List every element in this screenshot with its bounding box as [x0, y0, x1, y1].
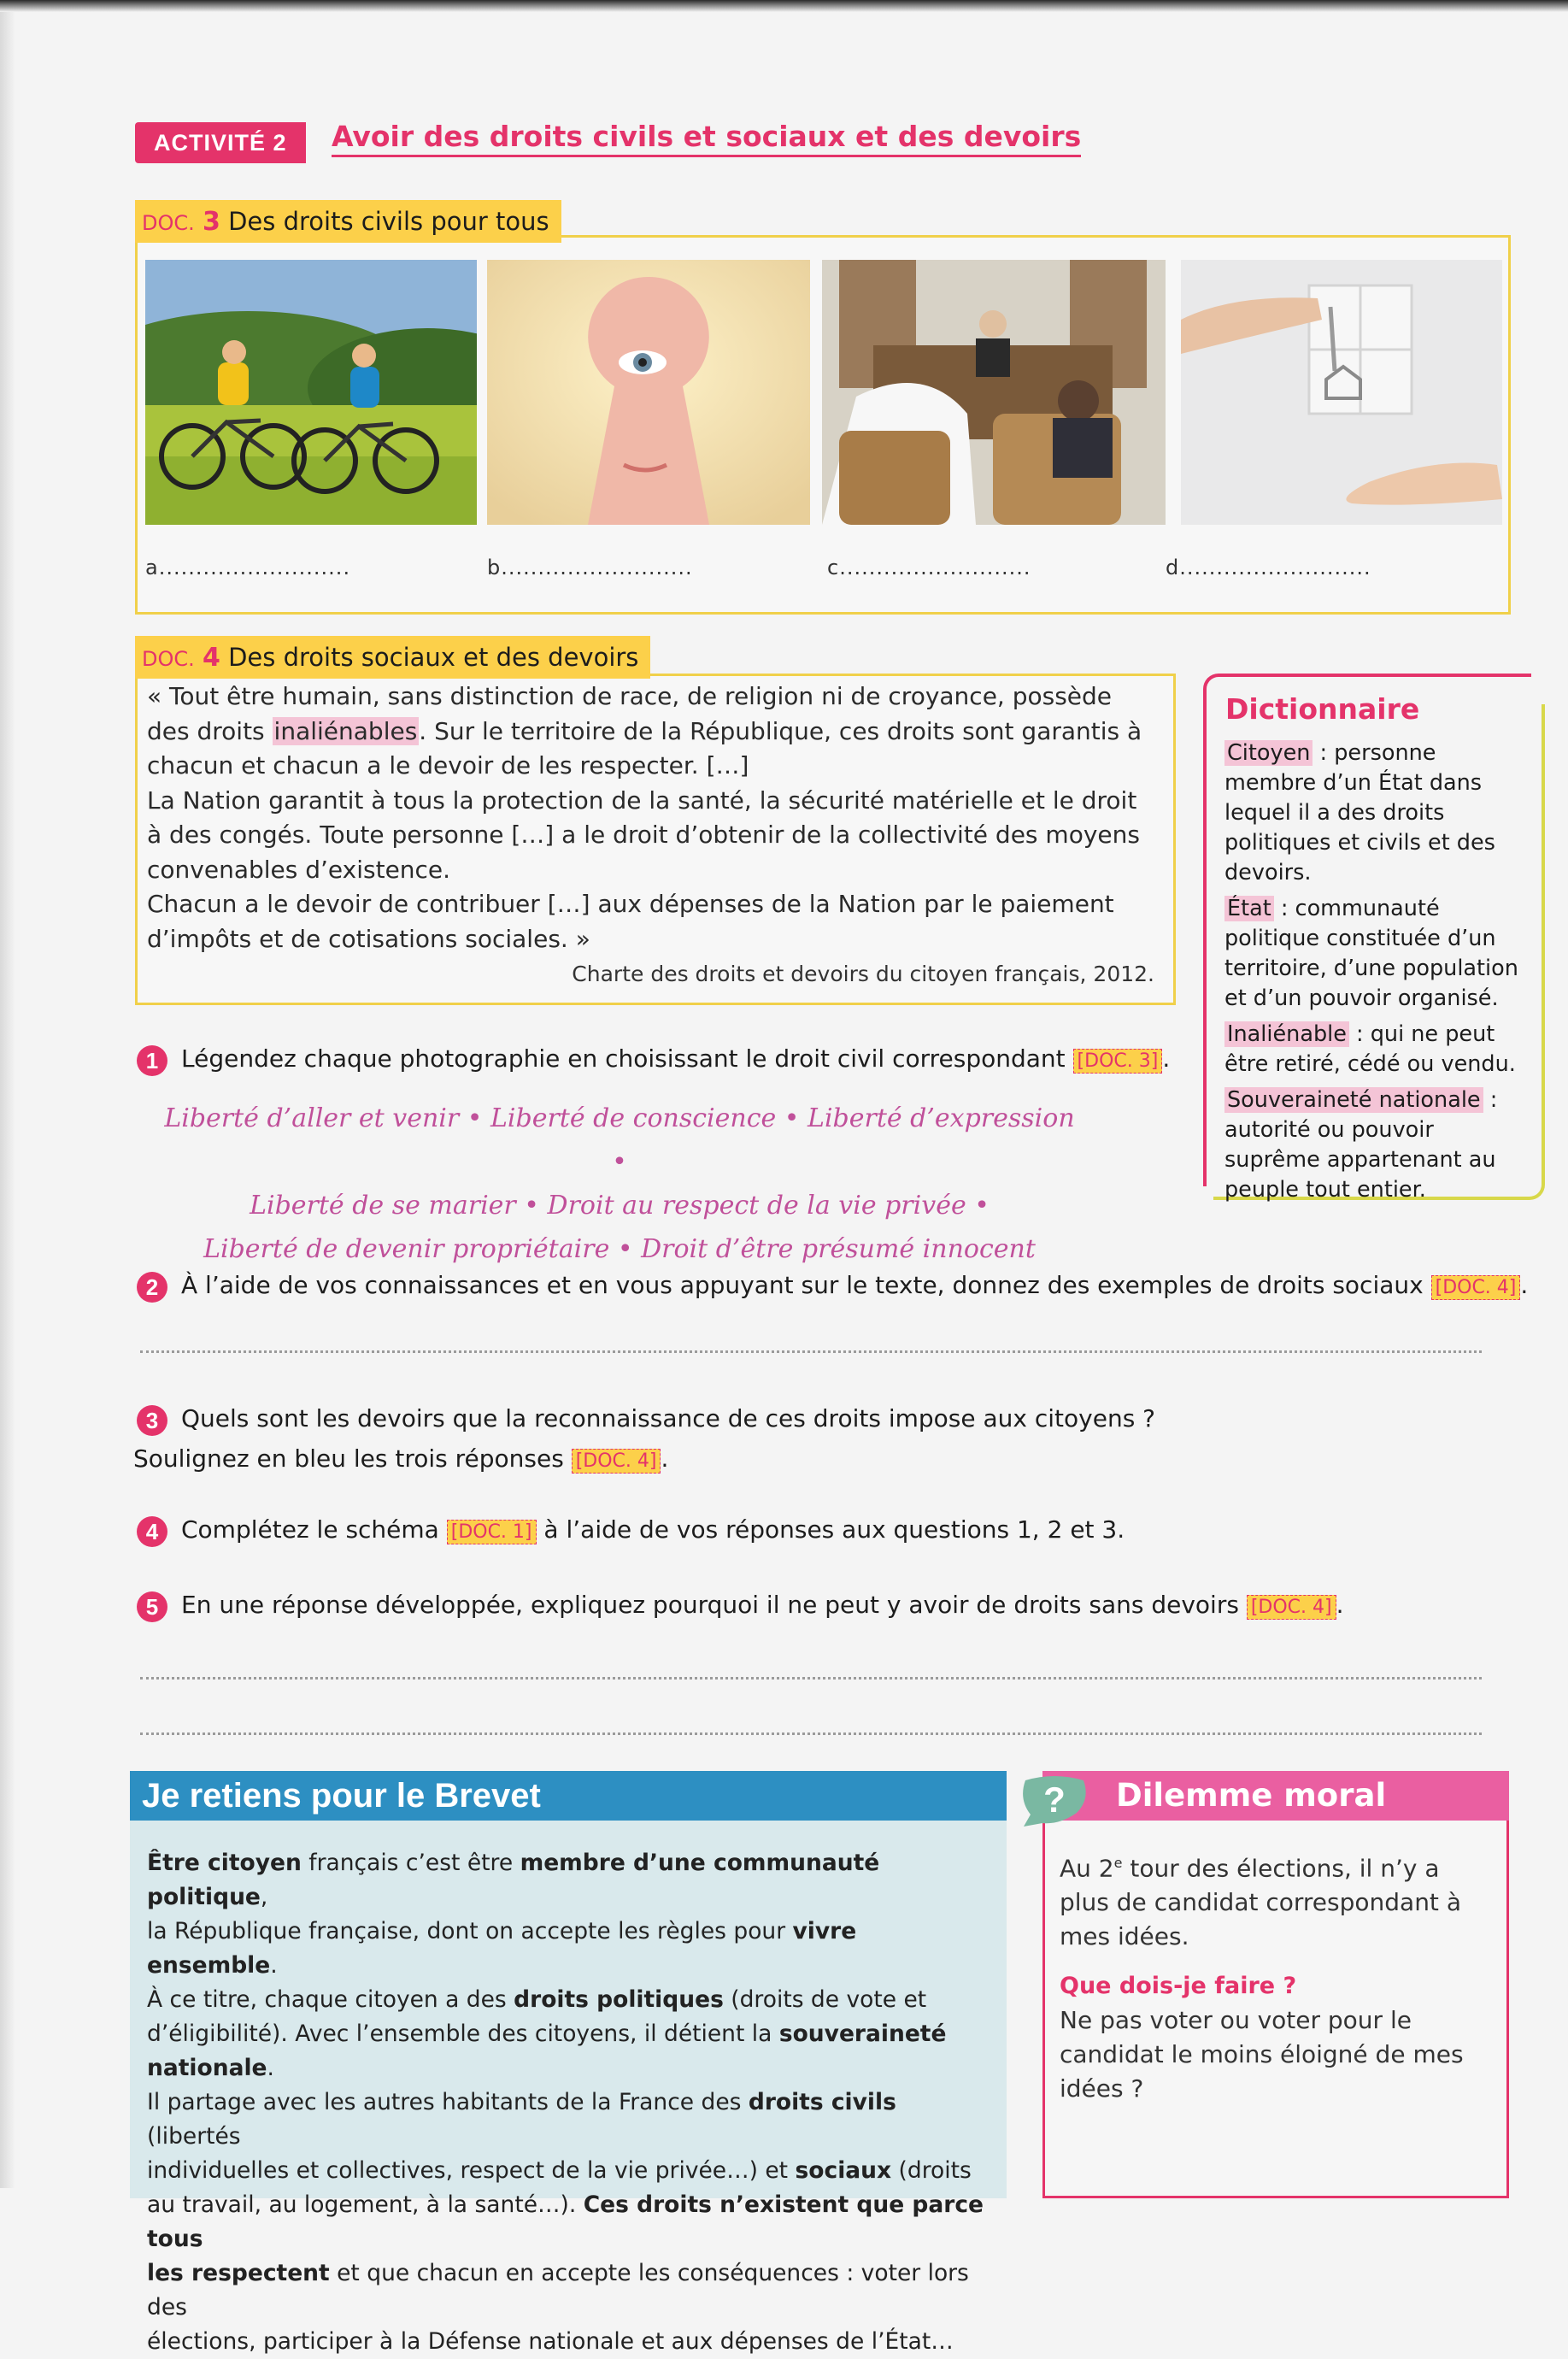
answer-line-q5-1[interactable] — [140, 1677, 1482, 1680]
doc3-number: 3 — [202, 207, 220, 237]
answer-line-q5-2[interactable] — [140, 1732, 1482, 1735]
doc4-number: 4 — [202, 643, 220, 673]
doc3-label: DOC. — [142, 211, 195, 235]
brevet-title: Je retiens pour le Brevet — [130, 1771, 1007, 1821]
svg-text:?: ? — [1043, 1780, 1066, 1820]
question-5-text: En une réponse développée, expliquez pourquoi il ne peut y avoir de droits sans devoirs [DOC. 4] . — [181, 1591, 1344, 1619]
brevet-text: Être citoyen français c’est être membre d’une communauté politique, la République française, dont on accepte les règles pour vivre ensemble. À ce titre, chaque citoyen a des droits politiques (droits de vote et d’éligibilité). Avec l’ensemble des citoyens, il détient la souveraineté nationale. Il partage avec les autres habitants de la France des droits civils (libertés individuelles et collectives, respect de la vie privée…) et sociaux (droits au travail, au logement, à la santé…). Ces droits n’existent que parce tous les respectent et que chacun en accepte les conséquences : voter lors des élections, participer à la Défense nationale et aux dépenses de l’État… — [147, 1850, 984, 2355]
question-3-number: 3 — [137, 1405, 167, 1436]
choices-line-3: Liberté de devenir propriétaire • Droit d’être présumé innocent — [203, 1234, 1036, 1264]
doc3-title: Des droits civils pour tous — [228, 207, 549, 236]
answer-line-q2[interactable] — [140, 1350, 1482, 1353]
photo-cyclists — [145, 260, 477, 525]
highlight-inalienables: inaliénables — [273, 716, 418, 745]
question-bubble-icon — [1017, 1774, 1092, 1828]
question-1-text: Légendez chaque photographie en choisissant le droit civil correspondant [DOC. 3] . — [181, 1044, 1171, 1073]
caption-d: d.......................... — [1166, 556, 1371, 579]
doc4-tab — [135, 636, 650, 679]
doc-ref: [DOC. 3] — [1073, 1049, 1163, 1074]
photo-key — [1181, 260, 1502, 525]
caption-a: a.......................... — [145, 556, 351, 579]
question-2-text: À l’aide de vos connaissances et en vous appuyant sur le texte, donnez des exemples de droits sociaux [DOC. 4] . — [181, 1271, 1529, 1299]
activity-tag: ACTIVITÉ 2 — [135, 122, 306, 163]
doc4-label: DOC. — [142, 647, 195, 671]
dilemma-question: Que dois-je faire ? — [1060, 1973, 1297, 2000]
photo-wedding — [822, 260, 1166, 525]
dilemma-title: Dilemme moral — [1116, 1777, 1387, 1814]
doc-ref: [DOC. 1] — [447, 1520, 537, 1544]
caption-c: c.......................... — [827, 556, 1031, 579]
doc3-tab — [135, 200, 561, 243]
dictionary-entry: État : communauté politique constituée d’un territoire, d’une population et d’un pouvoir organisé. — [1224, 896, 1518, 1011]
question-4-number: 4 — [137, 1516, 167, 1547]
question-3-text-2: Soulignez en bleu les trois réponses [DOC. 4] . — [133, 1444, 669, 1473]
dictionary-entry: Inaliénable : qui ne peut être retiré, cédé ou vendu. — [1224, 1021, 1516, 1077]
question-1-number: 1 — [137, 1045, 167, 1076]
choices-list — [162, 1097, 1077, 1271]
question-4-text: Complétez le schéma [DOC. 1] à l’aide de vos réponses aux questions 1, 2 et 3. — [181, 1515, 1125, 1544]
choices-line-2: Liberté de se marier • Droit au respect de la vie privée • — [250, 1191, 990, 1221]
question-3-text: Quels sont les devoirs que la reconnaissance de ces droits impose aux citoyens ? — [181, 1404, 1156, 1432]
dilemma-text: Au 2e tour des élections, il n’y a plus de candidat correspondant à mes idées. Que dois-je faire ? Ne pas voter ou voter pour le candidat le moins éloigné de mes idées ? — [1060, 1846, 1495, 2106]
choices-line-1: Liberté d’aller et venir • Liberté de conscience • Liberté d’expression • — [164, 1103, 1075, 1177]
activity-title: Avoir des droits civils et sociaux et des devoirs — [332, 120, 1081, 157]
page-top-shadow — [0, 0, 1568, 12]
dictionary-title: Dictionnaire — [1225, 692, 1420, 726]
page-edge-shadow — [0, 0, 15, 2188]
doc-ref: [DOC. 4] — [1247, 1595, 1336, 1620]
dictionary-entry: Citoyen : personne membre d’un État dans lequel il a des droits politiques et civils et des devoirs. — [1224, 740, 1495, 885]
doc4-title: Des droits sociaux et des devoirs — [228, 643, 639, 672]
dictionary-entry: Souveraineté nationale : autorité ou pouvoir suprême appartenant au peuple tout entier. — [1224, 1087, 1498, 1203]
doc-ref: [DOC. 4] — [572, 1449, 661, 1474]
question-5-number: 5 — [137, 1591, 167, 1622]
doc4-source: Charte des droits et devoirs du citoyen français, 2012. — [572, 962, 1154, 986]
doc-ref: [DOC. 4] — [1431, 1275, 1521, 1300]
photo-keyhole — [487, 260, 810, 525]
doc4-quote: « Tout être humain, sans distinction de race, de religion ni de croyance, possède des droits inaliénables. Sur le territoire de la République, ces droits sont garantis à chacun et chacun a le devoir de les respecter. […] La Nation garantit à tous la protection de la santé, la sécurité matérielle et le droit à des congés. Toute personne […] a le droit d’obtenir de la collectivité des moyens convenables d’existence. Chacun a le devoir de contribuer […] aux dépenses de la Nation par le paiement d’impôts et de cotisations sociales. » — [147, 682, 1142, 953]
dictionary-body — [1224, 738, 1532, 1211]
caption-b: b.......................... — [487, 556, 693, 579]
question-2-number: 2 — [137, 1272, 167, 1303]
